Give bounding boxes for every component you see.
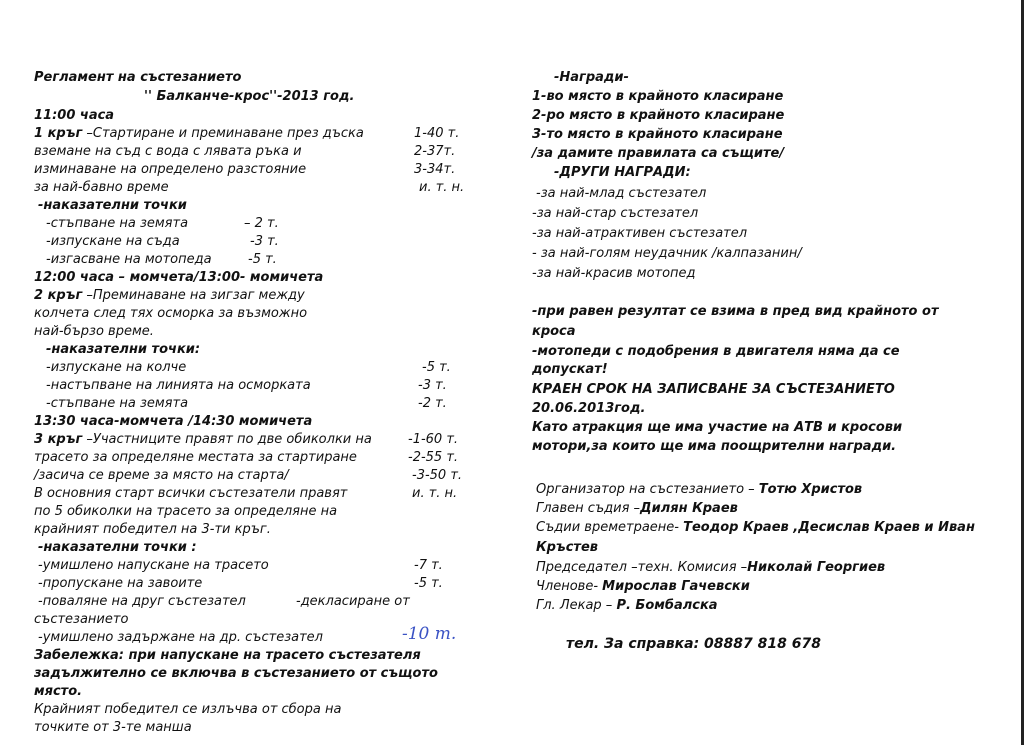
- award-item: /за дамите правилата са същите/: [532, 146, 785, 161]
- staff-line: [536, 560, 885, 576]
- staff-line: [536, 540, 598, 556]
- final-line: точките от 3-те манша: [34, 720, 192, 735]
- other-award-item: -за най-красив мотопед: [532, 266, 696, 281]
- staff-role: Гл. Лекар –: [536, 598, 617, 613]
- round3-points: -2-55 т.: [408, 450, 459, 465]
- round2-line3: най-бързо време.: [34, 324, 154, 339]
- staff-name: Мирослав Гачевски: [602, 579, 750, 594]
- round3-points: -1-60 т.: [408, 432, 459, 447]
- awards-header: -Награди-: [554, 70, 629, 85]
- round2-time: 12:00 часа – момчета/13:00- момичета: [34, 270, 324, 285]
- staff-name: Дилян Краев: [640, 501, 738, 516]
- penalties1-header: -наказателни точки: [38, 198, 187, 213]
- rule-line: -мотопеди с подобрения в двигателя няма да се: [532, 344, 900, 359]
- penalty-item: -умишлено напускане на трасето: [38, 558, 269, 573]
- staff-role: Членове-: [536, 579, 603, 594]
- award-item: 3-то място в крайното класиране: [532, 127, 783, 142]
- round3-line3: /засича се време за място на старта/: [34, 468, 289, 483]
- penalty-item: -изпускане на колче: [46, 360, 187, 375]
- penalty-value: -5 т.: [248, 252, 277, 267]
- penalty-item: -настъпване на линията на осморката: [46, 378, 311, 393]
- round3-points: и. т. н.: [412, 486, 458, 501]
- award-item: 1-во място в крайното класиране: [532, 89, 784, 104]
- penalty-item: -изгасване на мотопеда: [46, 252, 212, 267]
- penalty-item: -поваляне на друг състезател: [38, 594, 246, 609]
- round1-points: и. т. н.: [419, 180, 465, 195]
- round1-points: 2-37т.: [414, 144, 456, 159]
- round1-text: –Стартиране и преминаване през дъска: [82, 126, 364, 141]
- attraction-line: мотори,за които ще има поощрителни награди.: [532, 439, 897, 454]
- rule-line: -при равен резултат се взима в пред вид крайното от: [532, 304, 939, 319]
- round1-label: 1 кръг: [34, 126, 83, 141]
- staff-role: Председател –техн. Комисия –: [536, 560, 748, 575]
- staff-name: Тотю Христов: [758, 482, 863, 497]
- deadline-date: 20.06.2013год.: [532, 401, 646, 416]
- staff-name: Кръстев: [536, 540, 598, 555]
- staff-name: Теодор Краев ,Десислав Краев и Иван: [683, 520, 975, 535]
- staff-line: [536, 579, 750, 595]
- staff-line: [536, 501, 738, 517]
- staff-role: Съдии времетраене-: [536, 520, 684, 535]
- staff-role: Организатор на състезанието –: [536, 482, 759, 497]
- other-award-item: - за най-голям неудачник /калпазанин/: [532, 246, 802, 261]
- other-awards-header: -ДРУГИ НАГРАДИ:: [554, 165, 691, 180]
- round1-points: 3-34т.: [414, 162, 456, 177]
- other-award-item: -за най-млад състезател: [536, 186, 707, 201]
- note-line: Забележка: при напускане на трасето състезателя: [34, 648, 421, 663]
- penalty-value: – 2 т.: [244, 216, 279, 231]
- round3-line2: трасето за определяне местата за стартиране: [34, 450, 357, 465]
- penalty-value: -5 т.: [422, 360, 451, 375]
- round1-points: 1-40 т.: [414, 126, 460, 141]
- penalty-item: -пропускане на завоите: [38, 576, 203, 591]
- staff-line: [536, 482, 862, 498]
- handwritten-penalty: -10 т.: [402, 624, 457, 644]
- round3-time: 13:30 часа-момчета /14:30 момичета: [34, 414, 313, 429]
- penalty-value: -декласиране от: [296, 594, 410, 609]
- penalty-item: -умишлено задържане на др. състезател: [38, 630, 323, 645]
- round3-text: –Участниците правят по две обиколки на: [82, 432, 372, 447]
- rule-line: допускат!: [532, 362, 608, 377]
- phone-line: тел. За справка: 08887 818 678: [566, 636, 821, 652]
- rule-line: кроса: [532, 324, 576, 339]
- round3-line6: крайният победител на 3-ти кръг.: [34, 522, 271, 537]
- round3-points: -3-50 т.: [412, 468, 463, 483]
- staff-name: Николай Георгиев: [747, 560, 886, 575]
- staff-name: Р. Бомбалска: [616, 598, 718, 613]
- award-item: 2-ро място в крайното класиране: [532, 108, 785, 123]
- round2-label: 2 кръг: [34, 288, 83, 303]
- round3-line5: по 5 обиколки на трасето за определяне на: [34, 504, 338, 519]
- staff-role: Главен съдия –: [536, 501, 641, 516]
- round1-time: 11:00 часа: [34, 108, 115, 123]
- event-name: '' Балканче-крос''-2013 год.: [144, 89, 355, 104]
- penalty-item: -изпускане на съда: [46, 234, 180, 249]
- penalty-item: -стъпване на земята: [46, 216, 189, 231]
- penalty-value: -2 т.: [418, 396, 447, 411]
- round2-line2: колчета след тях осморка за възможно: [34, 306, 308, 321]
- round1-line4: за най-бавно време: [34, 180, 169, 195]
- penalty-item-cont: състезанието: [34, 612, 129, 627]
- penalty-value: -7 т.: [414, 558, 443, 573]
- staff-line: [536, 598, 718, 614]
- penalties2-header: -наказателни точки:: [46, 342, 201, 357]
- round2-line1: [34, 288, 305, 304]
- other-award-item: -за най-атрактивен състезател: [532, 226, 748, 241]
- final-line: Крайният победител се излъчва от сбора на: [34, 702, 342, 717]
- round1-line1: [34, 126, 364, 142]
- doc-title: Регламент на състезанието: [34, 70, 242, 85]
- penalty-value: -5 т.: [414, 576, 443, 591]
- penalty-value: -3 т.: [250, 234, 279, 249]
- round1-line3: изминаване на определено разстояние: [34, 162, 307, 177]
- round3-line4: В основния старт всички състезатели правят: [34, 486, 348, 501]
- other-award-item: -за най-стар състезател: [532, 206, 699, 221]
- deadline-line: КРАЕН СРОК НА ЗАПИСВАНЕ ЗА СЪСТЕЗАНИЕТО: [532, 382, 895, 397]
- attraction-line: Като атракция ще има участие на АТВ и кросови: [532, 420, 903, 435]
- penalty-item: -стъпване на земята: [46, 396, 189, 411]
- staff-line: [536, 520, 975, 536]
- round2-text: –Преминаване на зигзаг между: [82, 288, 305, 303]
- round1-line2: вземане на съд с вода с лявата ръка и: [34, 144, 302, 159]
- penalty-value: -3 т.: [418, 378, 447, 393]
- round3-label: 3 кръг: [34, 432, 83, 447]
- round3-line1: [34, 432, 372, 448]
- penalties3-header: -наказателни точки :: [38, 540, 197, 555]
- note-line: задължително се включва в състезанието от същото: [34, 666, 438, 681]
- note-line: място.: [34, 684, 83, 699]
